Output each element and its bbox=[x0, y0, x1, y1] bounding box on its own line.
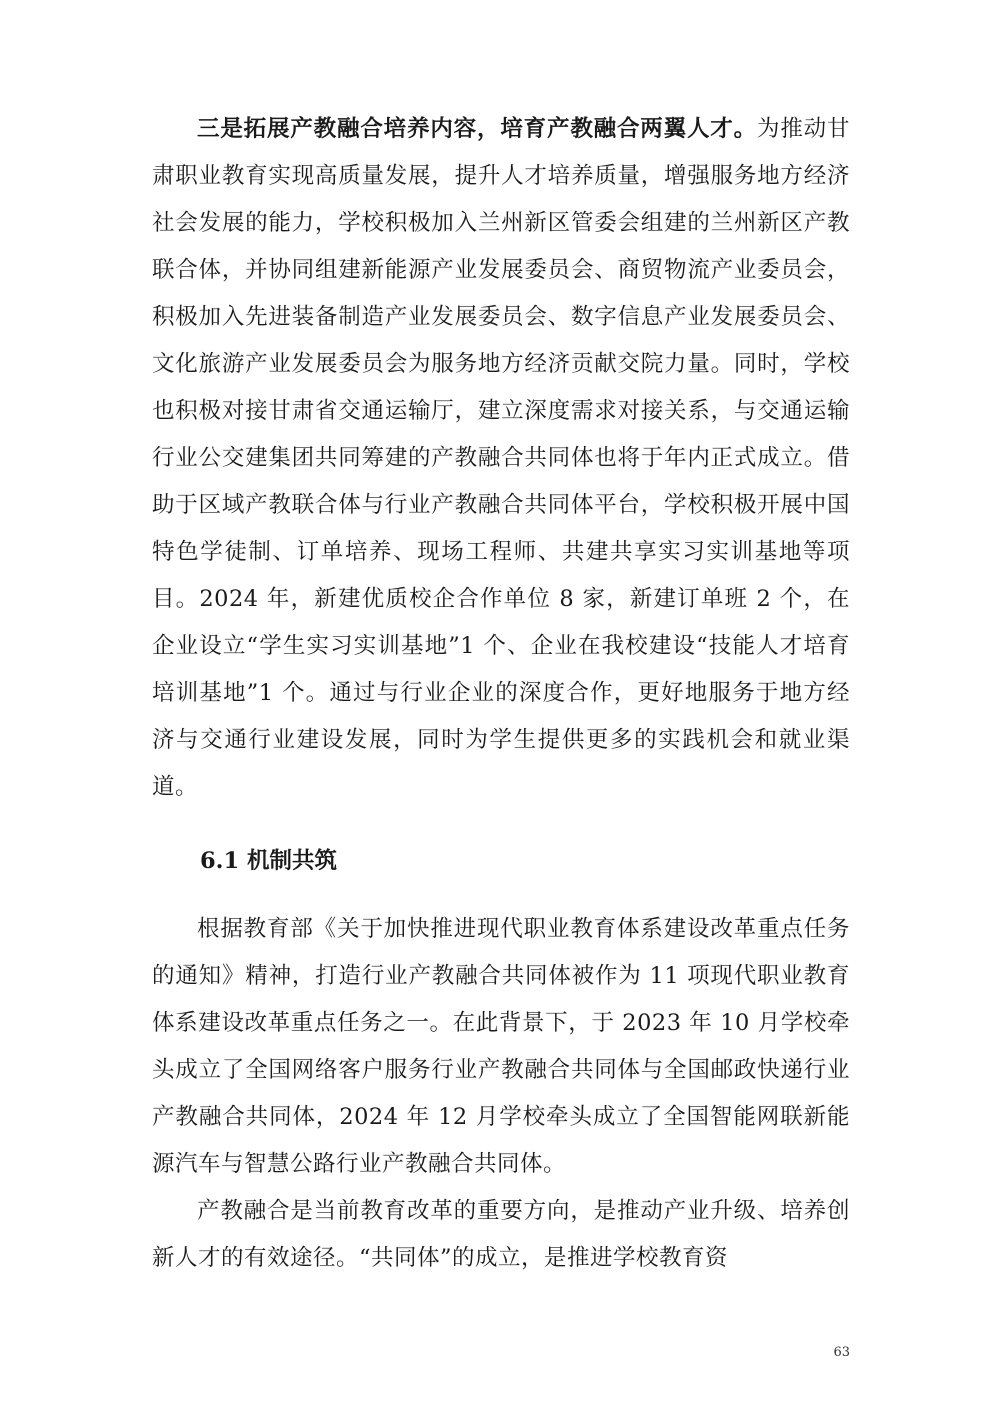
page-number: 63 bbox=[833, 1345, 850, 1360]
paragraph-integration: 产教融合是当前教育改革的重要方向，是推动产业升级、培养创新人才的有效途径。“共同体”的成立，是推进学校教育资 bbox=[152, 1198, 850, 1271]
paragraph-lead-sentence: 三是拓展产教融合培养内容，培育产教融合两翼人才。 bbox=[197, 116, 757, 142]
paragraph-industry-education-content bbox=[152, 106, 850, 811]
section-heading: 6.1 机制共筑 bbox=[200, 848, 337, 874]
paragraph-body: 为推动甘肃职业教育实现高质量发展，提升人才培养质量，增强服务地方经济社会发展的能力，学校积极加入兰州新区管委会组建的兰州新区产教联合体，并协同组建新能源产业发展委员会、商贸物流产业委员会，积极加入先进装备制造产业发展委员会、数字信息产业发展委员会、文化旅游产业发展委员会为服务地方经济贡献交院力量。同时，学校也积极对接甘肃省交通运输厅，建立深度需求对接关系，与交通运输行业公交建集团共同筹建的产教融合共同体也将于年内正式成立。借助于区域产教联合体与行业产教融合共同体平台，学校积极开展中国特色学徒制、订单培养、现场工程师、共建共享实习实训基地等项目。2024 年，新建优质校企合作单位 8 家，新建订单班 2 个，在企业设立“学生实习实训基地”1 个、企业在我校建设“技能人才培育培训基地”1 个。通过与行业企业的深度合作，更好地服务于地方经济与交通行业建设发展，同时为学生提供更多的实践机会和就业渠道。 bbox=[152, 116, 850, 800]
paragraph-mechanism: 根据教育部《关于加快推进现代职业教育体系建设改革重点任务的通知》精神，打造行业产教融合共同体被作为 11 项现代职业教育体系建设改革重点任务之一。在此背景下，于 2023 年 10 月学校牵头成立了全国网络客户服务行业产教融合共同体与全国邮政快递行业产教融合共同体，2024 年 12 月学校牵头成立了全国智能网联新能源汽车与智慧公路行业产教融合共同体。 bbox=[152, 916, 850, 1177]
paragraph-text bbox=[152, 106, 850, 811]
section-body bbox=[152, 906, 850, 1282]
